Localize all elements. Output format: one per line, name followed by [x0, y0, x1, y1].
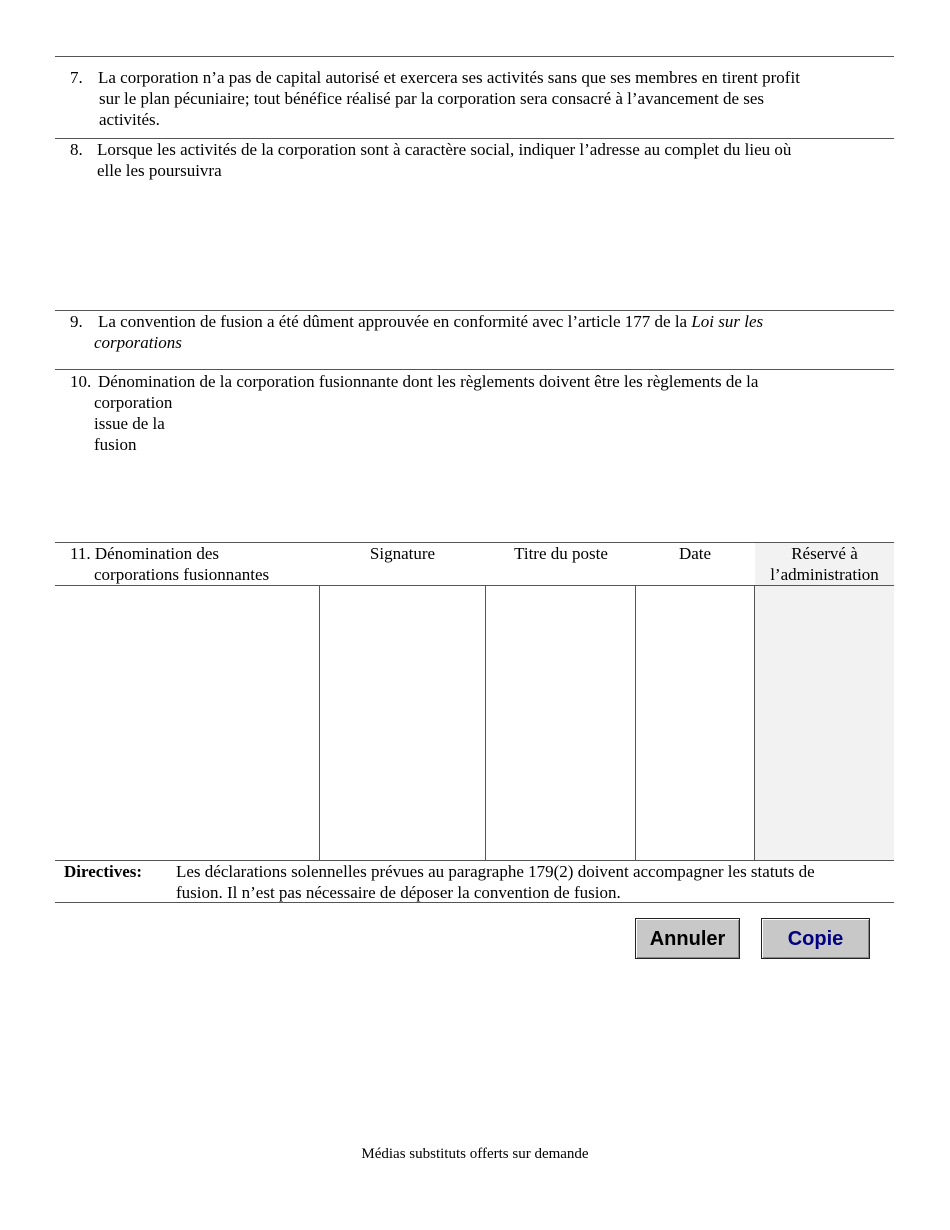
directives-bottom-rule	[55, 902, 894, 903]
copy-button[interactable]: Copie	[761, 918, 870, 959]
item-9-law-title-part-1: Loi sur les	[691, 312, 764, 331]
item-7-line-3: activités.	[99, 110, 160, 129]
directives-line-2: fusion. Il n’est pas nécessaire de déposer la convention de fusion.	[176, 883, 621, 902]
header-admin-line-2: l’administration	[770, 565, 879, 584]
header-names-line-2: corporations fusionnantes	[94, 565, 270, 584]
header-names-line-1: Dénomination des	[94, 544, 220, 563]
table-header-rule	[55, 585, 894, 586]
header-job-title: Titre du poste	[514, 544, 608, 563]
table-header-names	[70, 543, 269, 585]
admin-reserved-column	[755, 542, 894, 860]
item-11-number: 11.	[70, 544, 91, 563]
item-8-line-1: Lorsque les activités de la corporation sont à caractère social, indiquer l’adresse au complet du lieu où	[97, 140, 792, 159]
item-9-line-1-text: La convention de fusion a été dûment approuvée en conformité avec l’article 177 de la	[98, 312, 692, 331]
footer-note: Médias substituts offerts sur demande	[361, 1146, 589, 1162]
header-date: Date	[678, 544, 712, 563]
header-admin-reserved	[755, 543, 894, 585]
item-8-address-area[interactable]	[96, 184, 886, 306]
header-signature: Signature	[369, 544, 436, 563]
divider-9-10	[55, 369, 894, 370]
item-10-name-area[interactable]	[96, 416, 886, 538]
item-7-line-1: La corporation n’a pas de capital autorisé et exercera ses activités sans que ses membres en tirent profit	[98, 68, 800, 87]
table-col-divider-1	[319, 586, 320, 860]
item-7-line-2: sur le plan pécuniaire; tout bénéfice réalisé par la corporation sera consacré à l’avancement de ses	[99, 89, 765, 108]
item-10-number: 10.	[70, 372, 92, 391]
item-10-line-1: Dénomination de la corporation fusionnante dont les règlements doivent être les règlements de la	[98, 372, 759, 391]
directives-line-1: Les déclarations solennelles prévues au paragraphe 179(2) doivent accompagner les statuts de	[176, 862, 815, 881]
item-9-number: 9.	[70, 312, 83, 331]
directives-label: Directives:	[64, 862, 143, 881]
date-cell[interactable]	[637, 587, 753, 859]
item-8-line-2: elle les poursuivra	[97, 161, 222, 180]
cancel-button[interactable]: Annuler	[635, 918, 740, 959]
table-col-divider-4	[754, 586, 755, 860]
item-7-number: 7.	[70, 68, 83, 87]
item-10-line-2: corporation issue de la fusion	[94, 393, 173, 454]
table-col-divider-3	[635, 586, 636, 860]
header-admin-line-1: Réservé à	[791, 544, 858, 563]
job-title-cell[interactable]	[487, 587, 634, 859]
signature-cell[interactable]	[321, 587, 484, 859]
item-8-number: 8.	[70, 140, 83, 159]
corporation-names-cell[interactable]	[56, 587, 318, 859]
divider-top	[55, 56, 894, 57]
item-9-law-title-part-2: corporations	[94, 333, 182, 352]
directives-text	[176, 861, 891, 903]
table-col-divider-2	[485, 586, 486, 860]
